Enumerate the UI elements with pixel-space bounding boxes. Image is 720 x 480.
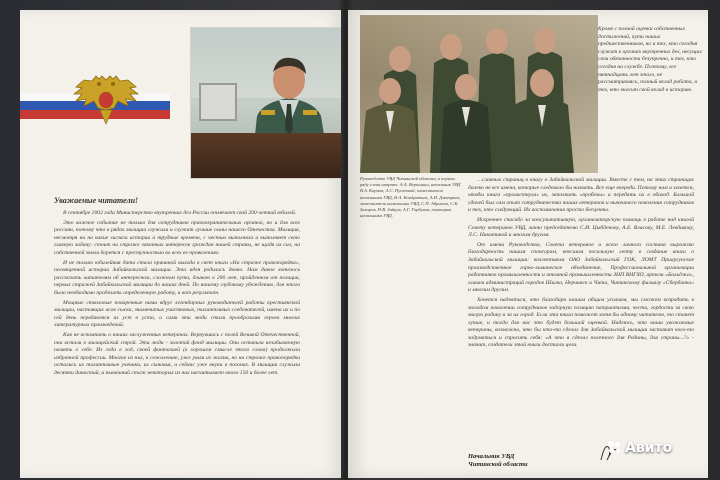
paragraph: Мощные стволовые поваренные нами вдруг легендарных руководителей работы крестьянской милиции, настоящих асов сыска, знаменитых участковых, талантливых следователей, имена их и по сей день передаются из уст в уста, а сами эти люди стали прообразами героев многих литературных произведений.: [54, 299, 300, 329]
left-page: [20, 10, 341, 478]
group-photo: [360, 15, 598, 173]
paragraph: И не только юбилейная дата стала причиной выхода в свет книги «На страже правопорядка», посвященной истории Забайкальской милиции. Эта идея родилась давно. Нам давно хотелось рассказать читателям об интересном, сложном пути, длиною в 200 лет, пройденном от полиции, первых стражей Забайкальской милиции до наших дней. По нашему глубокому убеждению, для этого было необходимо проделать определенную работу, и вот результат.: [54, 259, 300, 296]
paragraph: …славных страниц в книгу о Забайкальской милиции. Вместе с тем, на этих страницах далеко не все имена, которые следовало бы назвать. Все еще впереди. Потому нам и хочется, чтобы книга «пролистнула» их, заполнить «пробелы» и передать их в обиход. Большой удачей был сам опыт сотрудничества наших ветеранов и нынешнего поколения сотрудников и тех, кто следующий. Их воспоминания просто бесценны.: [468, 177, 694, 214]
avito-logo-icon: [608, 441, 622, 455]
paragraph: Это важное событие не только для сотрудников правоохранительных органов, но и для всех россиян, потому что в рядах милиции служили и служат лучшие сыны нашего Отечества. Милиция, несмотря ни на какие зигзаги истории и трудные времена, с честью выполняла и выполняет свою главную задачу: стоит на страже законных интересов граждан нашей страны, не щадя их сил, на собственной земли борется с преступностью во всех ее проявлениях.: [54, 219, 300, 256]
right-page: [348, 10, 708, 478]
paragraph: Как не вспомнить о наших заслуженных ветеранах. Вернувшись с полей Великой Отечественной, они встали в милицейский строй. Эти люди - золотой фонд милиции. Они оставили незабываемую память о себе. Из года в год, своей фантазией (в хорошем смысле этого слова) продолжили избранной профессии. Многие из них, к сожалению, уже ушли из жизни, но на страже правопорядка остались их талантливые ученики, их сыновья, и сейчас уже внуки в погонах. В милиции служили десятки династий, и нынешний стаж некоторых из них насчитывает около 150 и более лет.: [54, 331, 300, 376]
paragraph: Кроме с полной оценки собственных достижений, пути наших предшественников, но и тех, кто сегодня служит в органах внутренних дел, несущих свои обязанности безупречно, и тех, кто сегодня на службе. Поэтому, все пятнадцать лет этого, не рассматриваясь, полный вклад работа, и тех, кто вносит свой вклад в историю.: [598, 26, 702, 93]
side-column-text: [598, 26, 702, 171]
double-headed-eagle-icon: [70, 72, 142, 126]
photo-caption: Руководство УВД Читинской области, в первом ряду слева направо: А.А. Вершинин, начальник УВД В.А. Карпов, А.С. Пустовой, заместители начальника УВД, Н.А. Кондратьев, А.И. Дмитриев, заместитель начальника УВД, С.П. Абрамов, С.К. Захаров, Н.В. Зайцев, А.Г. Горбунов, помощник начальника УВД.: [360, 176, 461, 219]
group-of-officers: [360, 15, 598, 173]
left-body-text: [54, 210, 300, 472]
paragraph: Искреннее спасибо за консультативную, организаторскую помощь в работе над книгой Совету ветеранов УВД, лично председателю С.И. Цыбденову, А.Е. Власову, М.Е. Левдикову, Л.С. Никитиной и многим другим.: [468, 216, 694, 239]
watermark-text: Авито: [625, 440, 673, 456]
signature-org: Читинской области: [468, 461, 528, 468]
signature-block: [468, 453, 528, 469]
signature-title: Начальник УВД: [468, 453, 515, 460]
portrait-photo: [190, 27, 341, 179]
greeting-heading: Уважаемые читатели!: [54, 196, 139, 205]
avito-watermark: [608, 440, 672, 456]
paragraph: Хочется надеяться, что благодаря нашим общим усилиям, мы сможем возродить в молодом поколении сотрудников задорную позицию патриотизма, чести, гордости за свою малую родину и за их город. Если эта книга поможет хотя бы одному читателю, то станет лучше, и тогда для нас это будет большой оценкой. Надеюсь, что наши уважаемые ветераны, возможно, что бы кто-то сделал для Забайкальской милиции заставит кого-то задуматься и спросить себя: «А что я сделал полезного для Родины, для страны...?» - значит, создатели этой книги достигли цели.: [468, 296, 694, 349]
paragraph: От имени Руководства, Совета ветеранов и всего личного состава выражаю благодарность нашим спонсорам, внесшим посильную лепту в создание книги о Забайкальской милиции: коллективам ОАО Забайкальский ГОК, ЛОМТ Приаргунское производственное горно-химическое объединение, Профессиональной организации работников промышленности и атомной промышленности ЗНП ВНГХО, артели «Бальджа», главам администраций городов Шилка, Нерчинск и Чита, Читинскому филиалу «Сбербанка» и многим другим.: [468, 241, 694, 294]
paragraph: В сентябре 2002 года Министерство внутренних дел России отмечает свой 200-летний юбилей.: [63, 210, 297, 216]
right-body-text: [468, 177, 694, 467]
